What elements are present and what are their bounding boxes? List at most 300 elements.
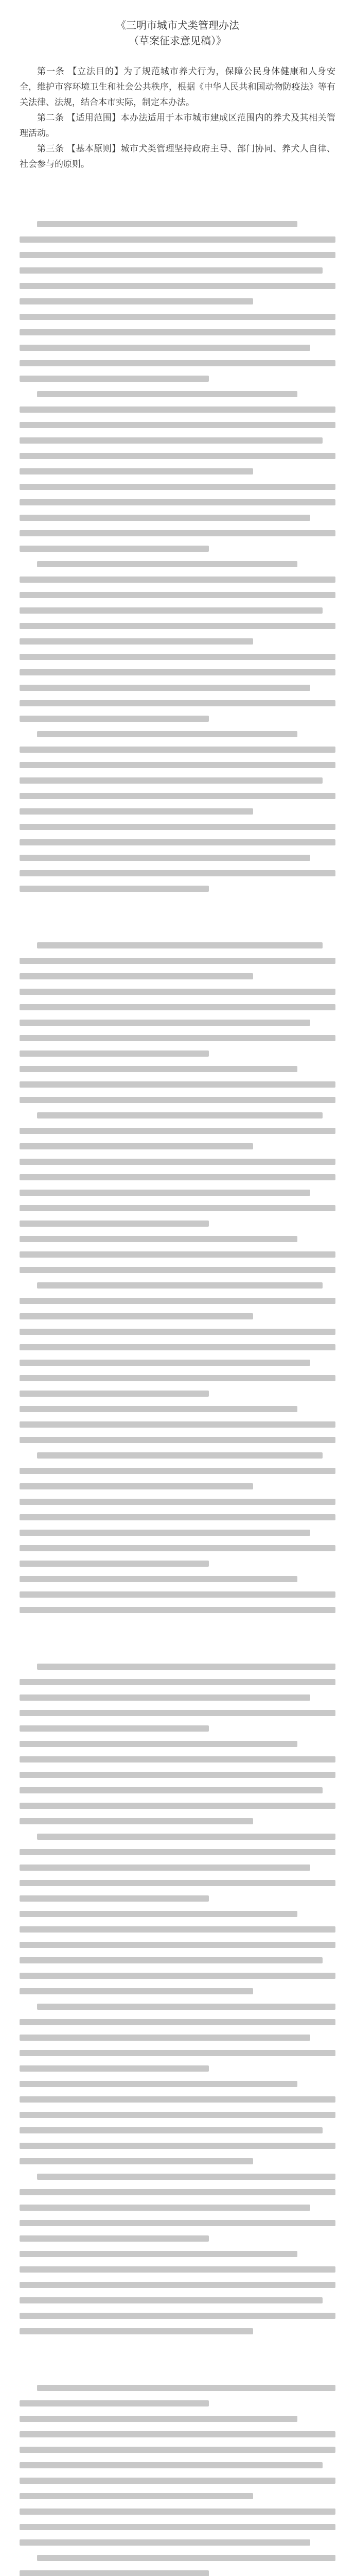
text-line xyxy=(20,1587,335,1602)
text-line xyxy=(20,969,335,984)
text-line xyxy=(20,726,335,742)
text-line xyxy=(20,1046,335,1061)
text-line xyxy=(20,1386,335,1401)
text-line xyxy=(20,1278,335,1293)
text-line-bar xyxy=(20,2235,209,2242)
text-line-bar xyxy=(20,2081,297,2087)
text-line-bar xyxy=(20,1880,335,1886)
text-line-bar xyxy=(20,2478,335,2484)
text-line xyxy=(20,2535,335,2550)
text-line xyxy=(20,2293,335,2308)
text-line xyxy=(20,2045,335,2061)
text-line xyxy=(20,773,335,788)
text-line xyxy=(20,1340,335,1355)
article-paragraph: 第二条 【适用范围】本办法适用于本市城市建成区范围内的养犬及其相关管理活动。 xyxy=(20,113,335,139)
text-line-bar xyxy=(20,592,335,598)
text-line-bar xyxy=(20,1406,297,1412)
text-line xyxy=(20,1015,335,1030)
text-line xyxy=(20,1968,335,1984)
text-line xyxy=(20,953,335,969)
text-line xyxy=(20,1247,335,1262)
text-line-bar xyxy=(20,2143,335,2149)
text-line xyxy=(20,309,335,325)
text-line xyxy=(20,2231,335,2246)
text-line xyxy=(20,788,335,804)
text-line xyxy=(20,938,335,953)
text-line xyxy=(20,247,335,263)
text-line-bar xyxy=(20,1468,335,1474)
article-paragraph: 第一条 【立法目的】为了规范城市养犬行为，保障公民身体健康和人身安全，维护市容环境卫生和社会公共秩序，根据《中华人民共和国动物防疫法》等有关法律、法规，结合本市实际，制定本办法。 xyxy=(20,66,335,108)
text-line-bar xyxy=(20,2127,323,2133)
text-line-bar xyxy=(20,1421,335,1428)
text-line xyxy=(20,2184,335,2200)
text-line-bar xyxy=(20,1514,335,1520)
text-line-bar xyxy=(20,2205,310,2211)
text-line-bar xyxy=(20,1591,335,1598)
text-line xyxy=(20,881,335,896)
text-line xyxy=(20,1783,335,1798)
text-line xyxy=(20,1061,335,1077)
text-line-bar xyxy=(20,437,323,444)
text-line-bar xyxy=(20,1066,297,1072)
text-line xyxy=(20,634,335,649)
text-line-bar xyxy=(20,1035,335,1041)
text-line-bar xyxy=(20,1128,335,1134)
text-line-bar xyxy=(37,561,297,567)
text-line xyxy=(20,984,335,999)
text-line xyxy=(20,1170,335,1185)
text-line xyxy=(20,1510,335,1525)
text-line xyxy=(20,1540,335,1556)
text-line xyxy=(20,696,335,711)
text-line-bar xyxy=(20,1205,335,1211)
text-line xyxy=(20,325,335,340)
text-line xyxy=(20,1556,335,1571)
text-line xyxy=(20,1984,335,1999)
text-line xyxy=(20,216,335,232)
text-line-bar xyxy=(20,2019,335,2025)
text-line-bar xyxy=(20,468,253,474)
text-line-bar xyxy=(20,1236,297,1242)
text-line-bar xyxy=(20,2112,335,2118)
text-line-bar xyxy=(37,2555,335,2561)
text-line xyxy=(20,2411,335,2427)
text-line-bar xyxy=(37,1834,335,1840)
text-line-bar xyxy=(37,1112,323,1118)
text-line xyxy=(20,2396,335,2411)
text-line xyxy=(20,1355,335,1370)
text-line xyxy=(20,2200,335,2215)
text-line-bar xyxy=(20,1911,297,1917)
text-line xyxy=(20,1262,335,1278)
text-line-bar xyxy=(20,1360,310,1366)
text-line-bar xyxy=(20,623,335,629)
text-block xyxy=(0,216,355,896)
text-line-bar xyxy=(20,793,335,799)
text-line xyxy=(20,603,335,618)
text-line xyxy=(20,1659,335,1674)
text-line xyxy=(20,999,335,1015)
text-line xyxy=(20,804,335,819)
text-line xyxy=(20,1690,335,1705)
text-line-bar xyxy=(20,484,335,490)
text-line xyxy=(20,1479,335,1494)
text-line xyxy=(20,1525,335,1540)
text-line xyxy=(20,1674,335,1690)
text-line-bar xyxy=(20,777,323,784)
text-line xyxy=(20,1154,335,1170)
text-line xyxy=(20,572,335,587)
text-line-bar xyxy=(20,607,323,614)
text-line-bar xyxy=(20,1561,209,1567)
text-line-bar xyxy=(20,2400,209,2406)
text-line xyxy=(20,1463,335,1479)
text-line xyxy=(20,1139,335,1154)
text-line xyxy=(20,402,335,417)
text-line-bar xyxy=(20,1174,335,1180)
text-line xyxy=(20,1309,335,1324)
text-line-bar xyxy=(20,2050,335,2056)
text-line xyxy=(20,2061,335,2076)
text-line xyxy=(20,1829,335,1844)
text-line-bar xyxy=(37,2004,335,2010)
text-line xyxy=(20,757,335,773)
text-line-bar xyxy=(20,267,323,274)
text-line-bar xyxy=(20,1190,310,1196)
text-line-bar xyxy=(20,453,335,459)
text-line xyxy=(20,263,335,278)
text-line-bar xyxy=(20,1576,297,1582)
text-line xyxy=(20,464,335,479)
text-line-bar xyxy=(20,762,335,768)
text-line-bar xyxy=(20,1298,335,1304)
text-line-bar xyxy=(20,515,310,521)
text-line-bar xyxy=(20,870,335,876)
text-line-bar xyxy=(20,1865,310,1871)
text-line xyxy=(20,1123,335,1139)
text-line-bar xyxy=(20,314,335,320)
text-line-bar xyxy=(20,1391,209,1397)
text-line xyxy=(20,2458,335,2473)
text-line-bar xyxy=(20,855,310,861)
text-line xyxy=(20,587,335,603)
text-line xyxy=(20,1752,335,1767)
text-line xyxy=(20,2154,335,2169)
text-line xyxy=(20,1705,335,1721)
text-line xyxy=(20,1953,335,1968)
text-line xyxy=(20,1937,335,1953)
text-line-bar xyxy=(20,1710,335,1716)
text-line xyxy=(20,340,335,355)
text-line-bar xyxy=(20,808,253,815)
text-line-bar xyxy=(20,1772,335,1778)
text-line xyxy=(20,417,335,433)
text-line xyxy=(20,649,335,665)
text-line-bar xyxy=(20,886,209,892)
text-line-bar xyxy=(20,1741,297,1747)
text-line-bar xyxy=(20,298,253,304)
text-line-bar xyxy=(37,1664,335,1670)
text-line xyxy=(20,1417,335,1432)
title-line-1: 《三明市城市犬类管理办法 xyxy=(116,19,239,31)
text-line-bar xyxy=(20,2447,335,2453)
text-line xyxy=(20,371,335,386)
text-block xyxy=(0,2380,355,2576)
text-line xyxy=(20,1844,335,1860)
text-line-bar xyxy=(20,669,335,675)
text-line-bar xyxy=(20,1020,310,1026)
text-line-bar xyxy=(20,2509,335,2515)
text-line xyxy=(20,866,335,881)
text-line-bar xyxy=(20,1694,310,1701)
text-line-bar xyxy=(20,2313,335,2319)
text-line-bar xyxy=(20,1267,335,1273)
text-line xyxy=(20,2215,335,2231)
text-line xyxy=(20,1448,335,1463)
text-line-bar xyxy=(20,2158,253,2164)
text-line-bar xyxy=(20,422,335,428)
text-line-bar xyxy=(20,1483,253,1489)
text-line-bar xyxy=(20,2251,297,2257)
text-line-bar xyxy=(20,824,335,830)
text-line-bar xyxy=(20,1313,253,1319)
text-line xyxy=(20,2138,335,2154)
text-line-bar xyxy=(20,2189,335,2195)
text-line xyxy=(20,2566,335,2576)
text-line-bar xyxy=(20,406,335,413)
text-line xyxy=(20,541,335,556)
text-line xyxy=(20,711,335,726)
text-line-bar xyxy=(20,2328,253,2334)
text-line xyxy=(20,1860,335,1875)
text-line-bar xyxy=(20,2096,335,2103)
text-line-bar xyxy=(20,1725,209,1732)
text-line-bar xyxy=(20,376,209,382)
text-line-bar xyxy=(20,1375,335,1381)
text-line xyxy=(20,618,335,634)
text-line xyxy=(20,433,335,448)
text-line-bar xyxy=(20,530,335,536)
text-line-bar xyxy=(37,391,297,397)
text-line-bar xyxy=(20,1942,335,1948)
text-line xyxy=(20,526,335,541)
text-line-bar xyxy=(20,2539,310,2546)
text-line-bar xyxy=(20,2416,297,2422)
text-line xyxy=(20,1216,335,1231)
title-line-2: （草案征求意见稿）》 xyxy=(129,35,226,47)
text-line xyxy=(20,680,335,696)
text-line-bar xyxy=(20,1803,335,1809)
text-line-bar xyxy=(20,1818,253,1824)
text-line xyxy=(20,2277,335,2293)
article-paragraph: 第三条 【基本原则】城市犬类管理坚持政府主导、部门协同、养犬人自律、社会参与的原则。 xyxy=(20,144,335,170)
text-line xyxy=(20,556,335,572)
text-line-bar xyxy=(20,700,335,706)
text-line-bar xyxy=(20,2065,209,2072)
text-line-bar xyxy=(20,1437,335,1443)
text-line-bar xyxy=(20,2431,335,2437)
text-line xyxy=(20,2488,335,2504)
text-line xyxy=(20,2123,335,2138)
text-line xyxy=(20,2324,335,2339)
text-line-bar xyxy=(20,2220,335,2226)
text-line-bar xyxy=(20,1050,209,1057)
text-line xyxy=(20,495,335,510)
text-line xyxy=(20,2107,335,2123)
text-line-bar xyxy=(20,499,335,505)
text-line xyxy=(20,2442,335,2458)
text-line-bar xyxy=(37,2385,335,2391)
text-line xyxy=(20,850,335,866)
text-line-bar xyxy=(37,2174,335,2180)
text-line-bar xyxy=(20,1159,335,1165)
text-line-bar xyxy=(20,1344,335,1350)
text-line xyxy=(20,835,335,850)
text-line-bar xyxy=(20,1849,335,1855)
text-line-bar xyxy=(20,1895,209,1902)
text-line xyxy=(20,1767,335,1783)
text-line-bar xyxy=(20,252,335,258)
text-line-bar xyxy=(20,973,253,979)
text-line xyxy=(20,1814,335,1829)
text-line xyxy=(20,1370,335,1386)
text-line-bar xyxy=(20,2462,323,2468)
text-line-bar xyxy=(37,731,297,737)
text-line xyxy=(20,1108,335,1123)
text-line-bar xyxy=(20,1530,310,1536)
text-line xyxy=(20,2519,335,2535)
text-line xyxy=(20,1401,335,1417)
text-line-bar xyxy=(20,1545,335,1551)
text-line xyxy=(20,819,335,835)
text-line xyxy=(20,2014,335,2030)
text-line-bar xyxy=(20,1143,253,1149)
text-line xyxy=(20,448,335,464)
text-line xyxy=(20,1906,335,1922)
text-line-bar xyxy=(20,236,335,243)
text-line xyxy=(20,278,335,294)
text-line-bar xyxy=(20,1988,253,1994)
text-line xyxy=(20,2030,335,2045)
text-line xyxy=(20,742,335,757)
text-line-bar xyxy=(20,345,310,351)
text-line-bar xyxy=(20,1679,335,1685)
text-line-bar xyxy=(20,283,335,289)
text-line-bar xyxy=(20,989,335,995)
text-line xyxy=(20,1891,335,1906)
text-line-bar xyxy=(20,1251,335,1258)
text-line-bar xyxy=(20,1607,335,1613)
text-line xyxy=(20,1999,335,2014)
text-line xyxy=(20,510,335,526)
text-line-bar xyxy=(20,2524,335,2530)
text-line-bar xyxy=(20,1926,335,1933)
text-line xyxy=(20,1432,335,1448)
text-line-bar xyxy=(20,2282,335,2288)
text-line xyxy=(20,1721,335,1736)
text-line xyxy=(20,2427,335,2442)
text-line-bar xyxy=(20,1004,335,1010)
text-line-bar xyxy=(20,1973,335,1979)
text-block xyxy=(0,938,355,1618)
text-line xyxy=(20,479,335,495)
document-title xyxy=(0,0,355,48)
text-line-bar xyxy=(20,329,335,335)
text-line xyxy=(20,1092,335,1108)
text-line xyxy=(20,386,335,402)
text-line xyxy=(20,1185,335,1200)
text-line xyxy=(20,665,335,680)
text-line-bar xyxy=(37,1452,323,1459)
text-line xyxy=(20,2092,335,2107)
text-block xyxy=(0,1659,355,2339)
text-line-bar xyxy=(20,2570,209,2576)
text-line-bar xyxy=(20,1756,335,1762)
text-line-bar xyxy=(20,2035,310,2041)
text-line xyxy=(20,2504,335,2519)
text-line xyxy=(20,294,335,309)
text-line xyxy=(20,1231,335,1247)
text-line-bar xyxy=(20,716,209,722)
text-line-bar xyxy=(20,1329,335,1335)
text-line-bar xyxy=(20,1957,323,1963)
text-line-bar xyxy=(20,2297,323,2303)
text-line xyxy=(20,1030,335,1046)
text-line-bar xyxy=(20,1097,335,1103)
text-line-bar xyxy=(20,958,335,964)
text-line-bar xyxy=(20,747,335,753)
text-line-bar xyxy=(20,839,335,845)
text-line-bar xyxy=(20,638,253,645)
text-line xyxy=(20,1602,335,1618)
text-line-bar xyxy=(20,1221,209,1227)
text-line-bar xyxy=(37,221,297,227)
text-line-bar xyxy=(20,1787,323,1793)
text-line-bar xyxy=(20,685,310,691)
text-line-bar xyxy=(20,1499,335,1505)
text-line xyxy=(20,1293,335,1309)
text-line-bar xyxy=(20,360,335,366)
text-line-bar xyxy=(20,2266,335,2273)
text-line xyxy=(20,355,335,371)
text-line-bar xyxy=(20,654,335,660)
text-line xyxy=(20,1200,335,1216)
text-line xyxy=(20,1077,335,1092)
text-line-bar xyxy=(20,1081,335,1088)
text-line xyxy=(20,1736,335,1752)
text-line-bar xyxy=(20,546,209,552)
text-line xyxy=(20,2076,335,2092)
text-line xyxy=(20,1324,335,1340)
text-line xyxy=(20,2473,335,2488)
text-line xyxy=(20,232,335,247)
text-line-bar xyxy=(37,1282,323,1289)
text-line xyxy=(20,1922,335,1937)
intro-articles xyxy=(0,64,355,172)
text-line xyxy=(20,2550,335,2566)
text-line xyxy=(20,1571,335,1587)
text-line xyxy=(20,2169,335,2184)
text-line xyxy=(20,2262,335,2277)
text-line xyxy=(20,2380,335,2396)
text-line-bar xyxy=(37,942,323,948)
text-line-bar xyxy=(20,2493,253,2499)
text-line xyxy=(20,1875,335,1891)
text-line-bar xyxy=(20,577,335,583)
text-line xyxy=(20,2308,335,2324)
text-line xyxy=(20,1494,335,1510)
text-line xyxy=(20,1798,335,1814)
